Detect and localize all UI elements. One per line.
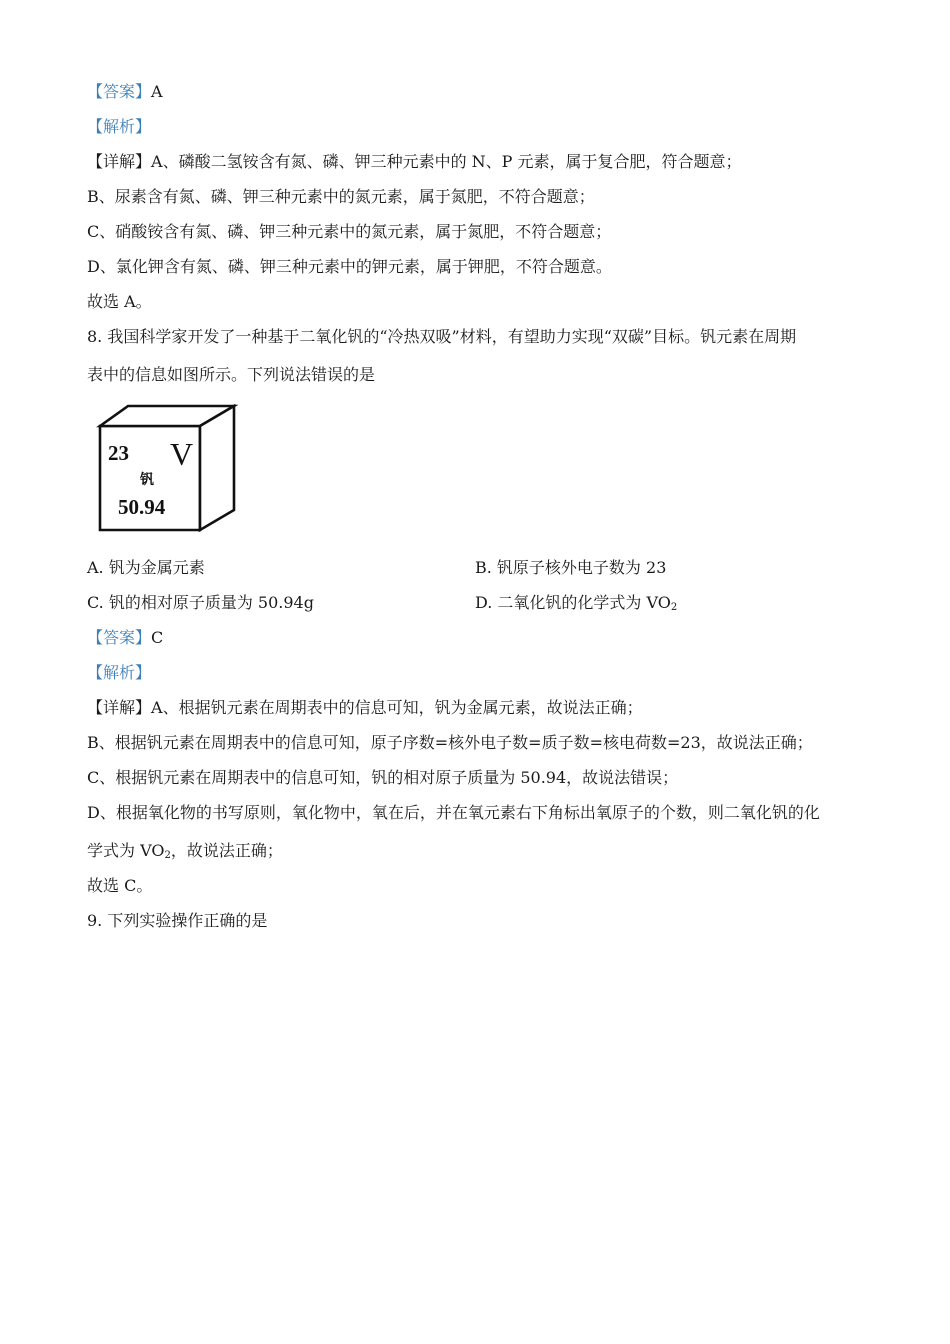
answer-value: A: [151, 82, 163, 101]
vanadium-element-cell-figure: [96, 402, 238, 534]
q8-detail-c: C、根据钒元素在周期表中的信息可知，钒的相对原子质量为 50.94，故说法错误；: [87, 768, 679, 787]
q7-answer: [87, 82, 163, 102]
q8-detail-a: [87, 698, 643, 718]
detail-text: A、磷酸二氢铵含有氮、磷、钾三种元素中的 N、P 元素，属于复合肥，符合题意；: [151, 152, 742, 171]
answer-tag: 【答案】: [87, 628, 152, 647]
q8-conclusion: 故选 C。: [87, 876, 153, 895]
detail-tag: 【详解】: [87, 152, 152, 171]
q8-answer: [87, 628, 163, 648]
detail-d-text-b: ，故说法正确；: [170, 841, 283, 860]
detail-text: A、根据钒元素在周期表中的信息可知，钒为金属元素，故说法正确；: [151, 698, 643, 717]
atomic-mass: 50.94: [118, 495, 166, 519]
q8-detail-d-line-1: D、根据氧化物的书写原则，氧化物中，氧在后，并在氧元素右下角标出氧原子的个数，则二氧化钒的化: [87, 803, 820, 822]
atomic-number: 23: [108, 441, 129, 465]
detail-d-subscript: 2: [164, 850, 171, 861]
q8-option-a: A. 钒为金属元素: [87, 558, 205, 577]
element-name: 钒: [140, 472, 154, 488]
answer-tag: 【答案】: [87, 82, 152, 101]
element-symbol: V: [170, 436, 194, 472]
answer-value: C: [151, 628, 164, 647]
q8-detail-b: B、根据钒元素在周期表中的信息可知，原子序数=核外电子数=质子数=核电荷数=23，故说法正确；: [87, 733, 813, 752]
detail-d-text-a: 学式为 VO: [87, 841, 165, 860]
q8-option-c: C. 钒的相对原子质量为 50.94g: [87, 593, 314, 612]
q8-option-b: B. 钒原子核外电子数为 23: [475, 558, 667, 577]
option-d-text: D. 二氧化钒的化学式为 VO: [475, 593, 671, 612]
q7-conclusion: 故选 A。: [87, 292, 152, 311]
detail-tag: 【详解】: [87, 698, 152, 717]
q9-stem: 9. 下列实验操作正确的是: [87, 911, 268, 930]
q8-detail-d-line-2: [87, 841, 283, 866]
q7-detail-d: D、氯化钾含有氮、磷、钾三种元素中的钾元素，属于钾肥，不符合题意。: [87, 257, 612, 276]
q7-analysis-tag: 【解析】: [87, 117, 152, 136]
q7-detail-b: B、尿素含有氮、磷、钾三种元素中的氮元素，属于氮肥，不符合题意；: [87, 187, 595, 206]
option-d-subscript: 2: [670, 602, 678, 613]
q8-analysis-tag: 【解析】: [87, 663, 152, 682]
q8-option-d: [475, 593, 677, 618]
cube-side-face: [200, 406, 234, 530]
q7-detail-a: [87, 152, 742, 172]
q8-stem-line-1: 8. 我国科学家开发了一种基于二氧化钒的“冷热双吸”材料，有望助力实现“双碳”目标。钒元素在周期: [87, 327, 797, 346]
q7-detail-c: C、硝酸铵含有氮、磷、钾三种元素中的氮元素，属于氮肥，不符合题意；: [87, 222, 612, 241]
q8-stem-line-2: 表中的信息如图所示。下列说法错误的是: [87, 365, 376, 384]
